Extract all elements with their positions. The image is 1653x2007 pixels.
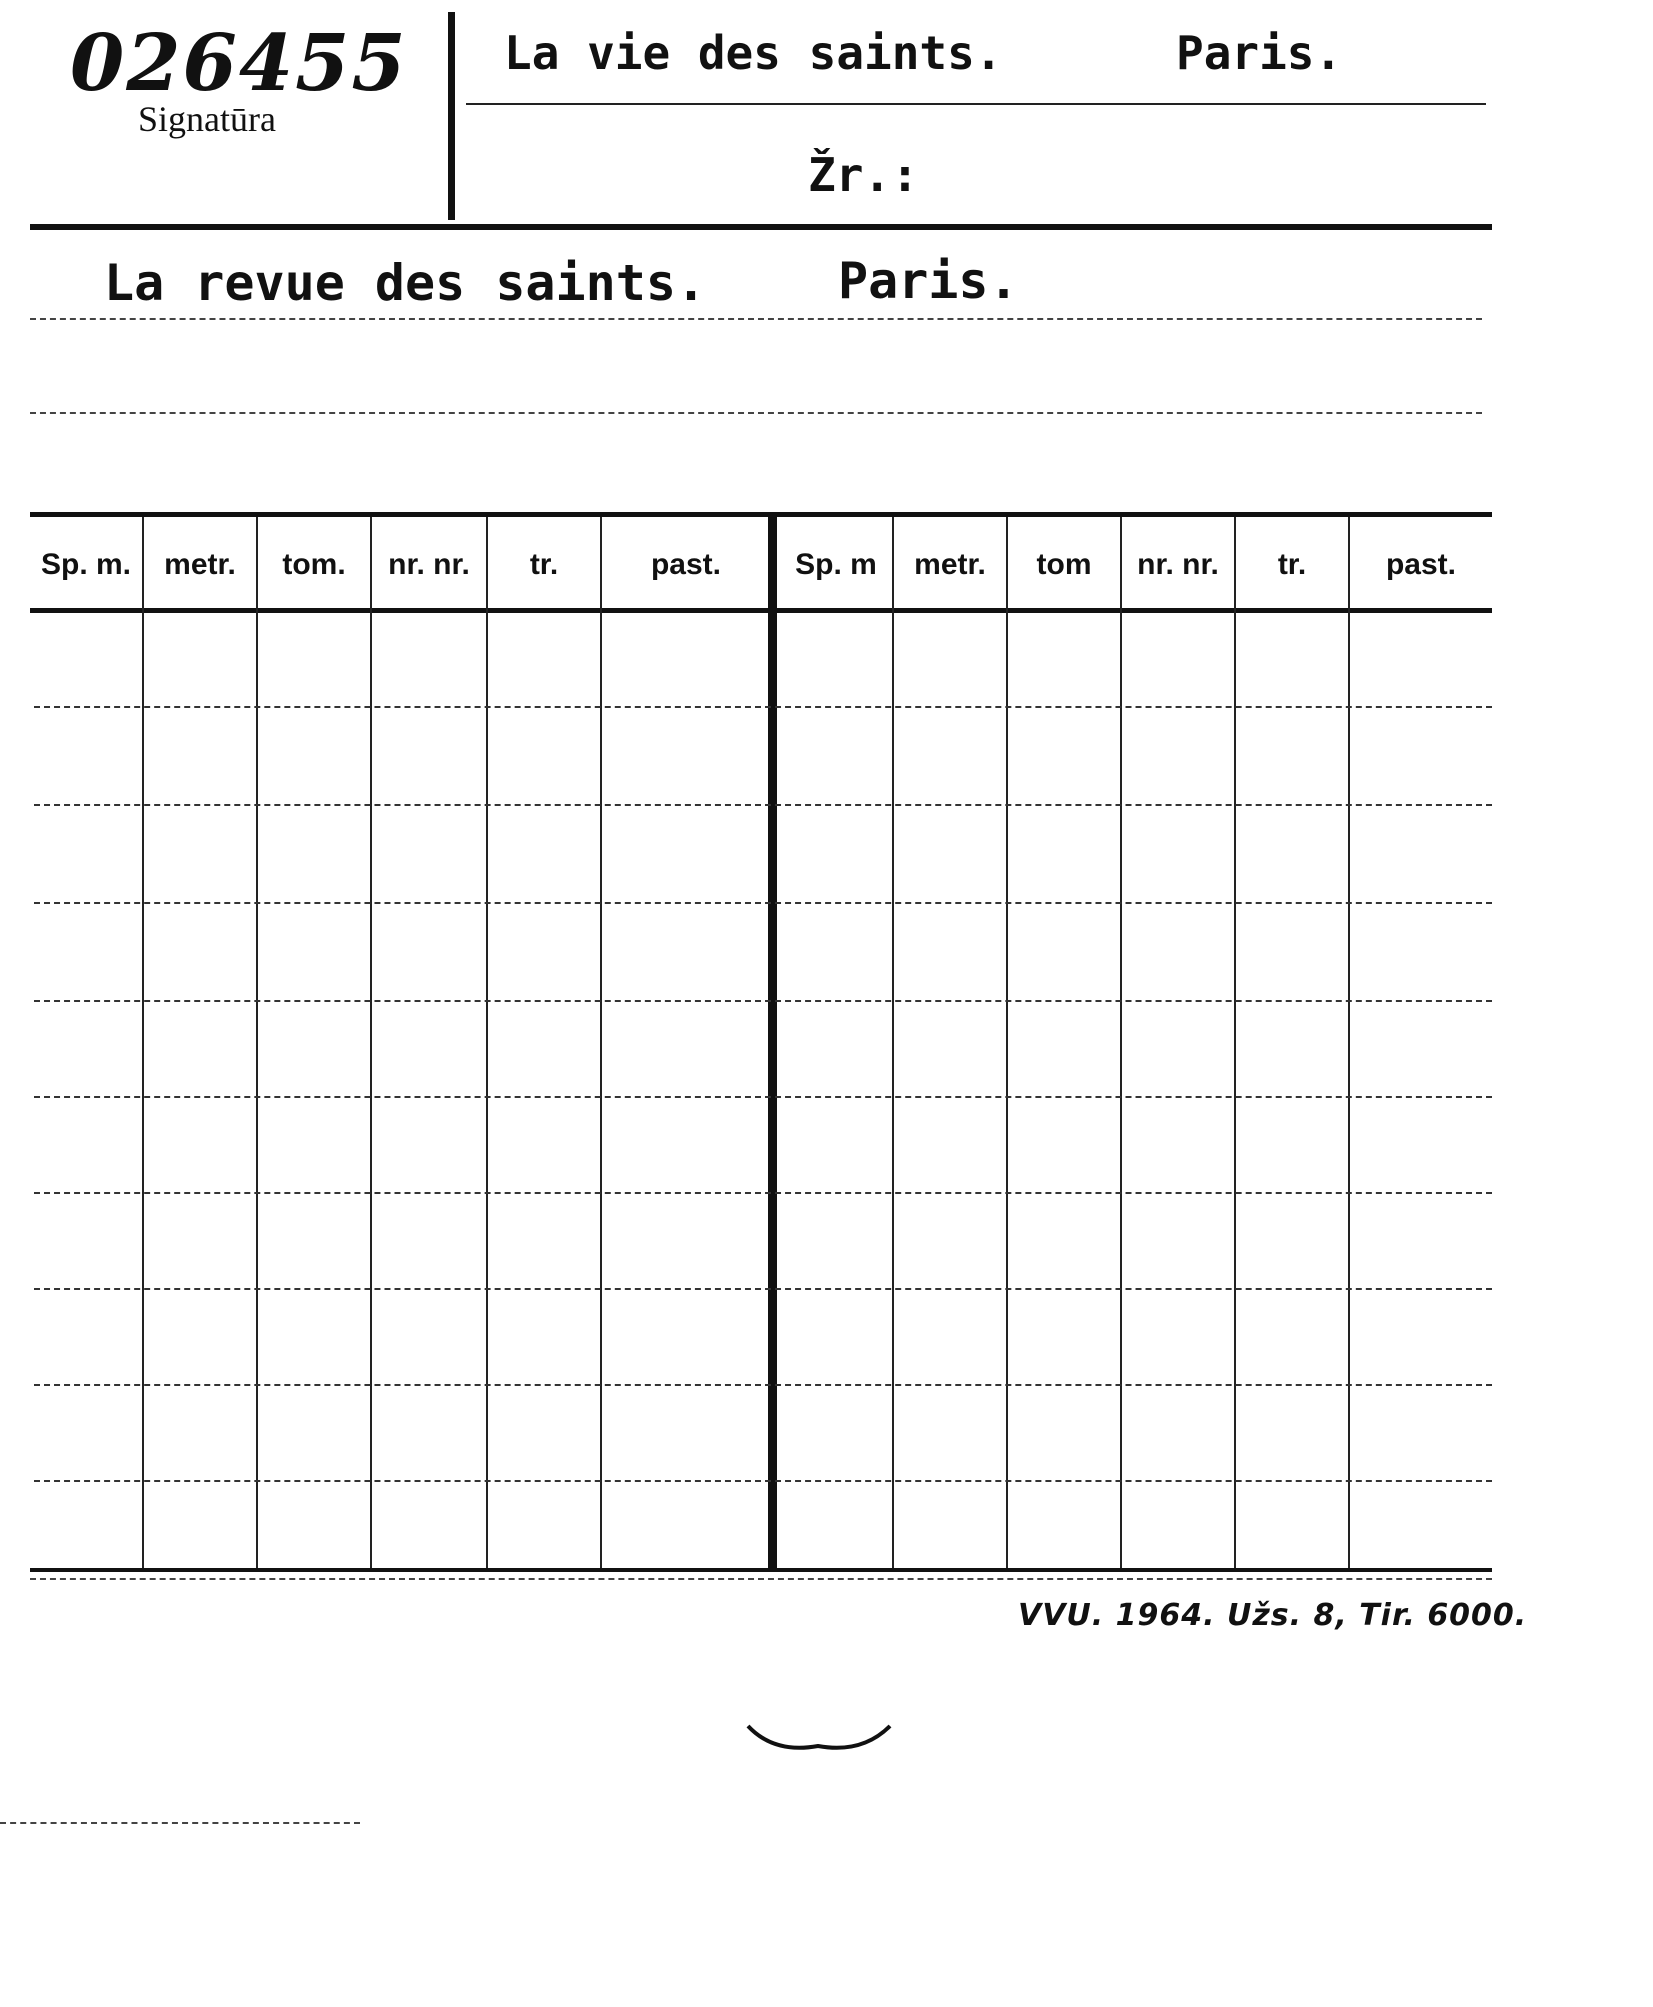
col-head-tom-right: tom xyxy=(1036,548,1092,581)
signature-label: Signatūra xyxy=(138,99,276,139)
col-head-past-right: past. xyxy=(1385,548,1457,581)
lower-edge-rule xyxy=(0,1822,360,1824)
entry-place: Paris. xyxy=(838,252,1019,310)
table-row-rule xyxy=(34,1096,1492,1098)
col-head-tom-left: tom. xyxy=(282,548,346,581)
col-divider xyxy=(892,517,894,1568)
col-divider xyxy=(600,517,602,1568)
col-divider xyxy=(486,517,488,1568)
col-divider xyxy=(142,517,144,1568)
col-head-metr-right: metr. xyxy=(914,548,986,581)
signature-number: 026455 xyxy=(70,18,408,109)
header-rule xyxy=(466,103,1486,105)
header-bottom-rule xyxy=(30,224,1492,230)
col-head-tr-left: tr. xyxy=(529,548,559,581)
col-divider xyxy=(1120,517,1122,1568)
table-head-rule xyxy=(30,608,1492,613)
table-row-rule xyxy=(34,1288,1492,1290)
signature-divider xyxy=(448,12,455,220)
table-row-rule xyxy=(34,1000,1492,1002)
col-head-nr-left: nr. nr. xyxy=(388,548,470,581)
col-divider xyxy=(370,517,372,1568)
header-place: Paris. xyxy=(1176,26,1343,80)
col-divider xyxy=(256,517,258,1568)
center-divider xyxy=(768,517,777,1568)
brace-mark xyxy=(744,1718,894,1758)
col-head-past-left: past. xyxy=(650,548,722,581)
table-row-rule xyxy=(34,1480,1492,1482)
table-row-rule xyxy=(34,1192,1492,1194)
printer-note: VVU. 1964. Užs. 8, Tir. 6000. xyxy=(1018,1598,1528,1633)
entry-rule-1 xyxy=(30,318,1482,320)
col-head-metr-left: metr. xyxy=(164,548,236,581)
entry-rule-2 xyxy=(30,412,1482,414)
table-row-rule xyxy=(34,804,1492,806)
table-row-rule xyxy=(34,902,1492,904)
col-divider xyxy=(1234,517,1236,1568)
table-row-rule xyxy=(34,706,1492,708)
col-head-sp-m-left: Sp. m. xyxy=(40,548,131,581)
col-divider xyxy=(1348,517,1350,1568)
table-bottom-dashed-rule xyxy=(30,1578,1492,1580)
col-head-nr-right: nr. nr. xyxy=(1137,548,1219,581)
col-head-sp-m-right: Sp. m xyxy=(795,548,877,581)
entry-title: La revue des saints. xyxy=(104,254,707,312)
header-title: La vie des saints. xyxy=(504,26,1003,80)
table-top-rule xyxy=(30,512,1492,517)
col-divider xyxy=(1006,517,1008,1568)
source-label: Žr.: xyxy=(808,148,919,202)
table-bottom-rule xyxy=(30,1568,1492,1572)
table-row-rule xyxy=(34,1384,1492,1386)
col-head-tr-right: tr. xyxy=(1277,548,1307,581)
